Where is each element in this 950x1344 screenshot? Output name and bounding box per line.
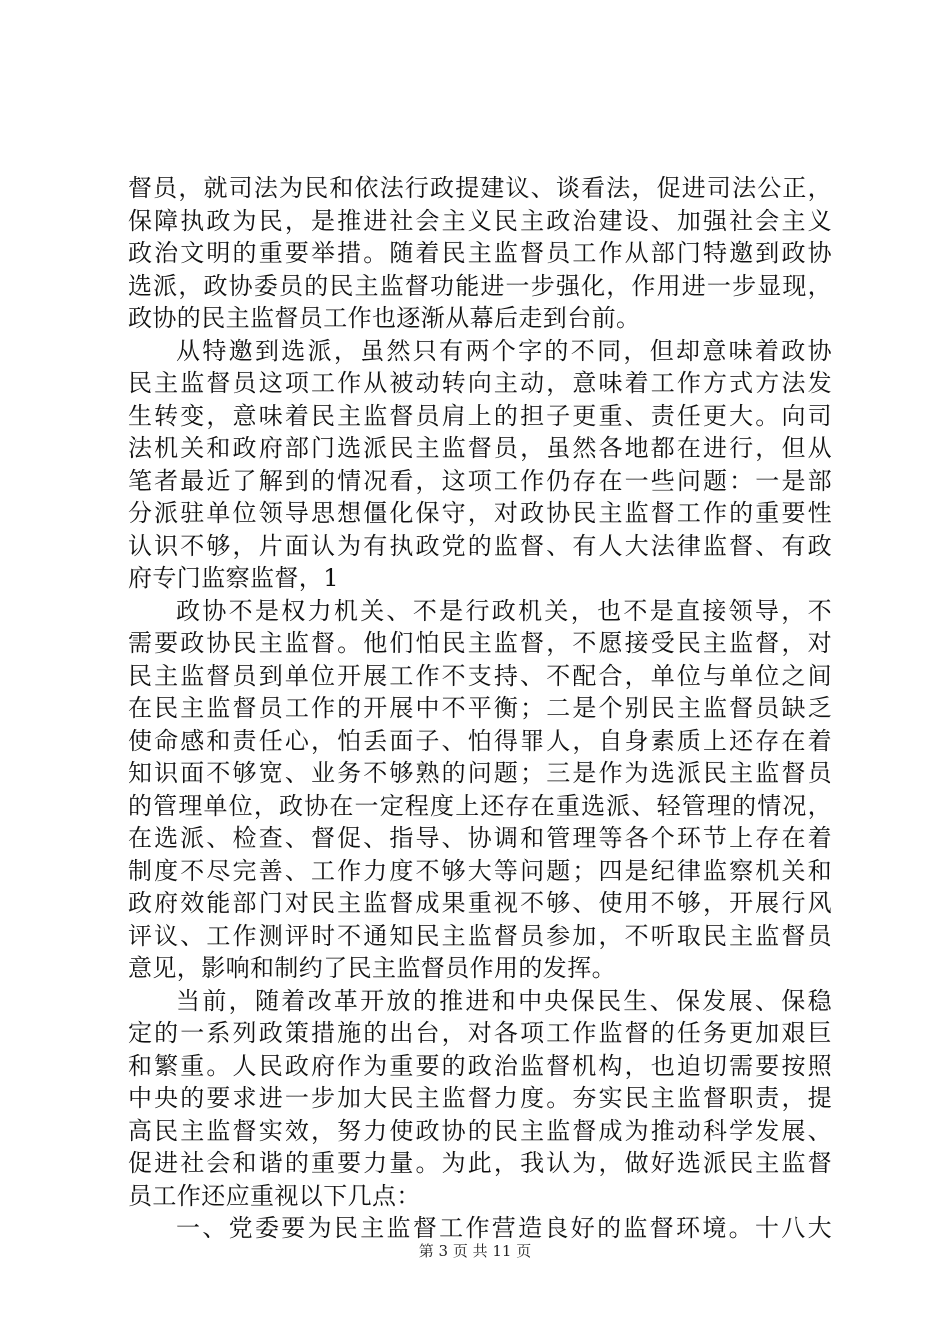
- text-line: 评议、工作测评时不通知民主监督员参加，不听取民主监督员: [128, 921, 832, 950]
- text-line: 笔者最近了解到的情况看，这项工作仍存在一些问题：一是部: [128, 466, 832, 495]
- text-line: 府专门监察监督，1: [128, 564, 339, 592]
- text-line: 法机关和政府部门选派民主监督员，虽然各地都在进行，但从: [128, 434, 832, 462]
- text-line: 高民主监督实效，努力使政协的民主监督成为推动科学发展、: [128, 1116, 832, 1145]
- text-line: 政府效能部门对民主监督成果重视不够、使用不够，开展行风: [128, 889, 832, 917]
- text-line: 政协的民主监督员工作也逐渐从幕后走到台前。: [128, 304, 641, 332]
- text-line: 认识不够，片面认为有执政党的监督、有人大法律监督、有政: [128, 531, 832, 560]
- text-line: 民主监督员这项工作从被动转向主动，意味着工作方式方法发: [128, 369, 832, 397]
- text-line: 督员，就司法为民和依法行政提建议、谈看法，促进司法公正，: [128, 174, 832, 202]
- text-line: 民主监督员到单位开展工作不支持、不配合，单位与单位之间: [128, 661, 832, 690]
- text-line: 需要政协民主监督。他们怕民主监督，不愿接受民主监督，对: [128, 629, 832, 657]
- text-line: 政协不是权力机关、不是行政机关，也不是直接领导，不: [176, 596, 832, 625]
- text-line: 知识面不够宽、业务不够熟的问题；三是作为选派民主监督员: [128, 759, 832, 787]
- text-line: 一、党委要为民主监督工作营造良好的监督环境。十八大: [176, 1214, 832, 1242]
- text-line: 促进社会和谐的重要力量。为此，我认为，做好选派民主监督: [128, 1149, 832, 1177]
- text-line: 中央的要求进一步加大民主监督力度。夯实民主监督职责，提: [128, 1084, 832, 1112]
- text-line: 意见，影响和制约了民主监督员作用的发挥。: [128, 954, 616, 982]
- text-line: 从特邀到选派，虽然只有两个字的不同，但却意味着政协: [176, 336, 832, 365]
- text-line: 当前，随着改革开放的推进和中央保民生、保发展、保稳: [176, 986, 832, 1015]
- text-line: 在民主监督员工作的开展中不平衡；二是个别民主监督员缺乏: [128, 694, 832, 722]
- text-line: 生转变，意味着民主监督员肩上的担子更重、责任更大。向司: [128, 401, 832, 430]
- text-line: 和繁重。人民政府作为重要的政治监督机构，也迫切需要按照: [128, 1051, 832, 1080]
- text-line: 定的一系列政策措施的出台，对各项工作监督的任务更加艰巨: [128, 1019, 832, 1047]
- document-body: [128, 172, 832, 1245]
- text-line: 在选派、检查、督促、指导、协调和管理等各个环节上存在着: [128, 824, 832, 852]
- text-line: 选派，政协委员的民主监督功能进一步强化，作用进一步显现，: [128, 271, 832, 300]
- text-line: 使命感和责任心，怕丢面子、怕得罪人，自身素质上还存在着: [128, 726, 832, 755]
- text-line: 员工作还应重视以下几点：: [128, 1181, 421, 1210]
- text-line: 的管理单位，政协在一定程度上还存在重选派、轻管理的情况，: [128, 791, 832, 820]
- text-line: 制度不尽完善、工作力度不够大等问题；四是纪律监察机关和: [128, 856, 832, 885]
- page-number-footer: 第 3 页 共 11 页: [418, 1242, 532, 1260]
- text-line: 政治文明的重要举措。随着民主监督员工作从部门特邀到政协: [128, 239, 832, 267]
- text-line: 保障执政为民，是推进社会主义民主政治建设、加强社会主义: [128, 206, 832, 235]
- text-line: 分派驻单位领导思想僵化保守，对政协民主监督工作的重要性: [128, 499, 832, 527]
